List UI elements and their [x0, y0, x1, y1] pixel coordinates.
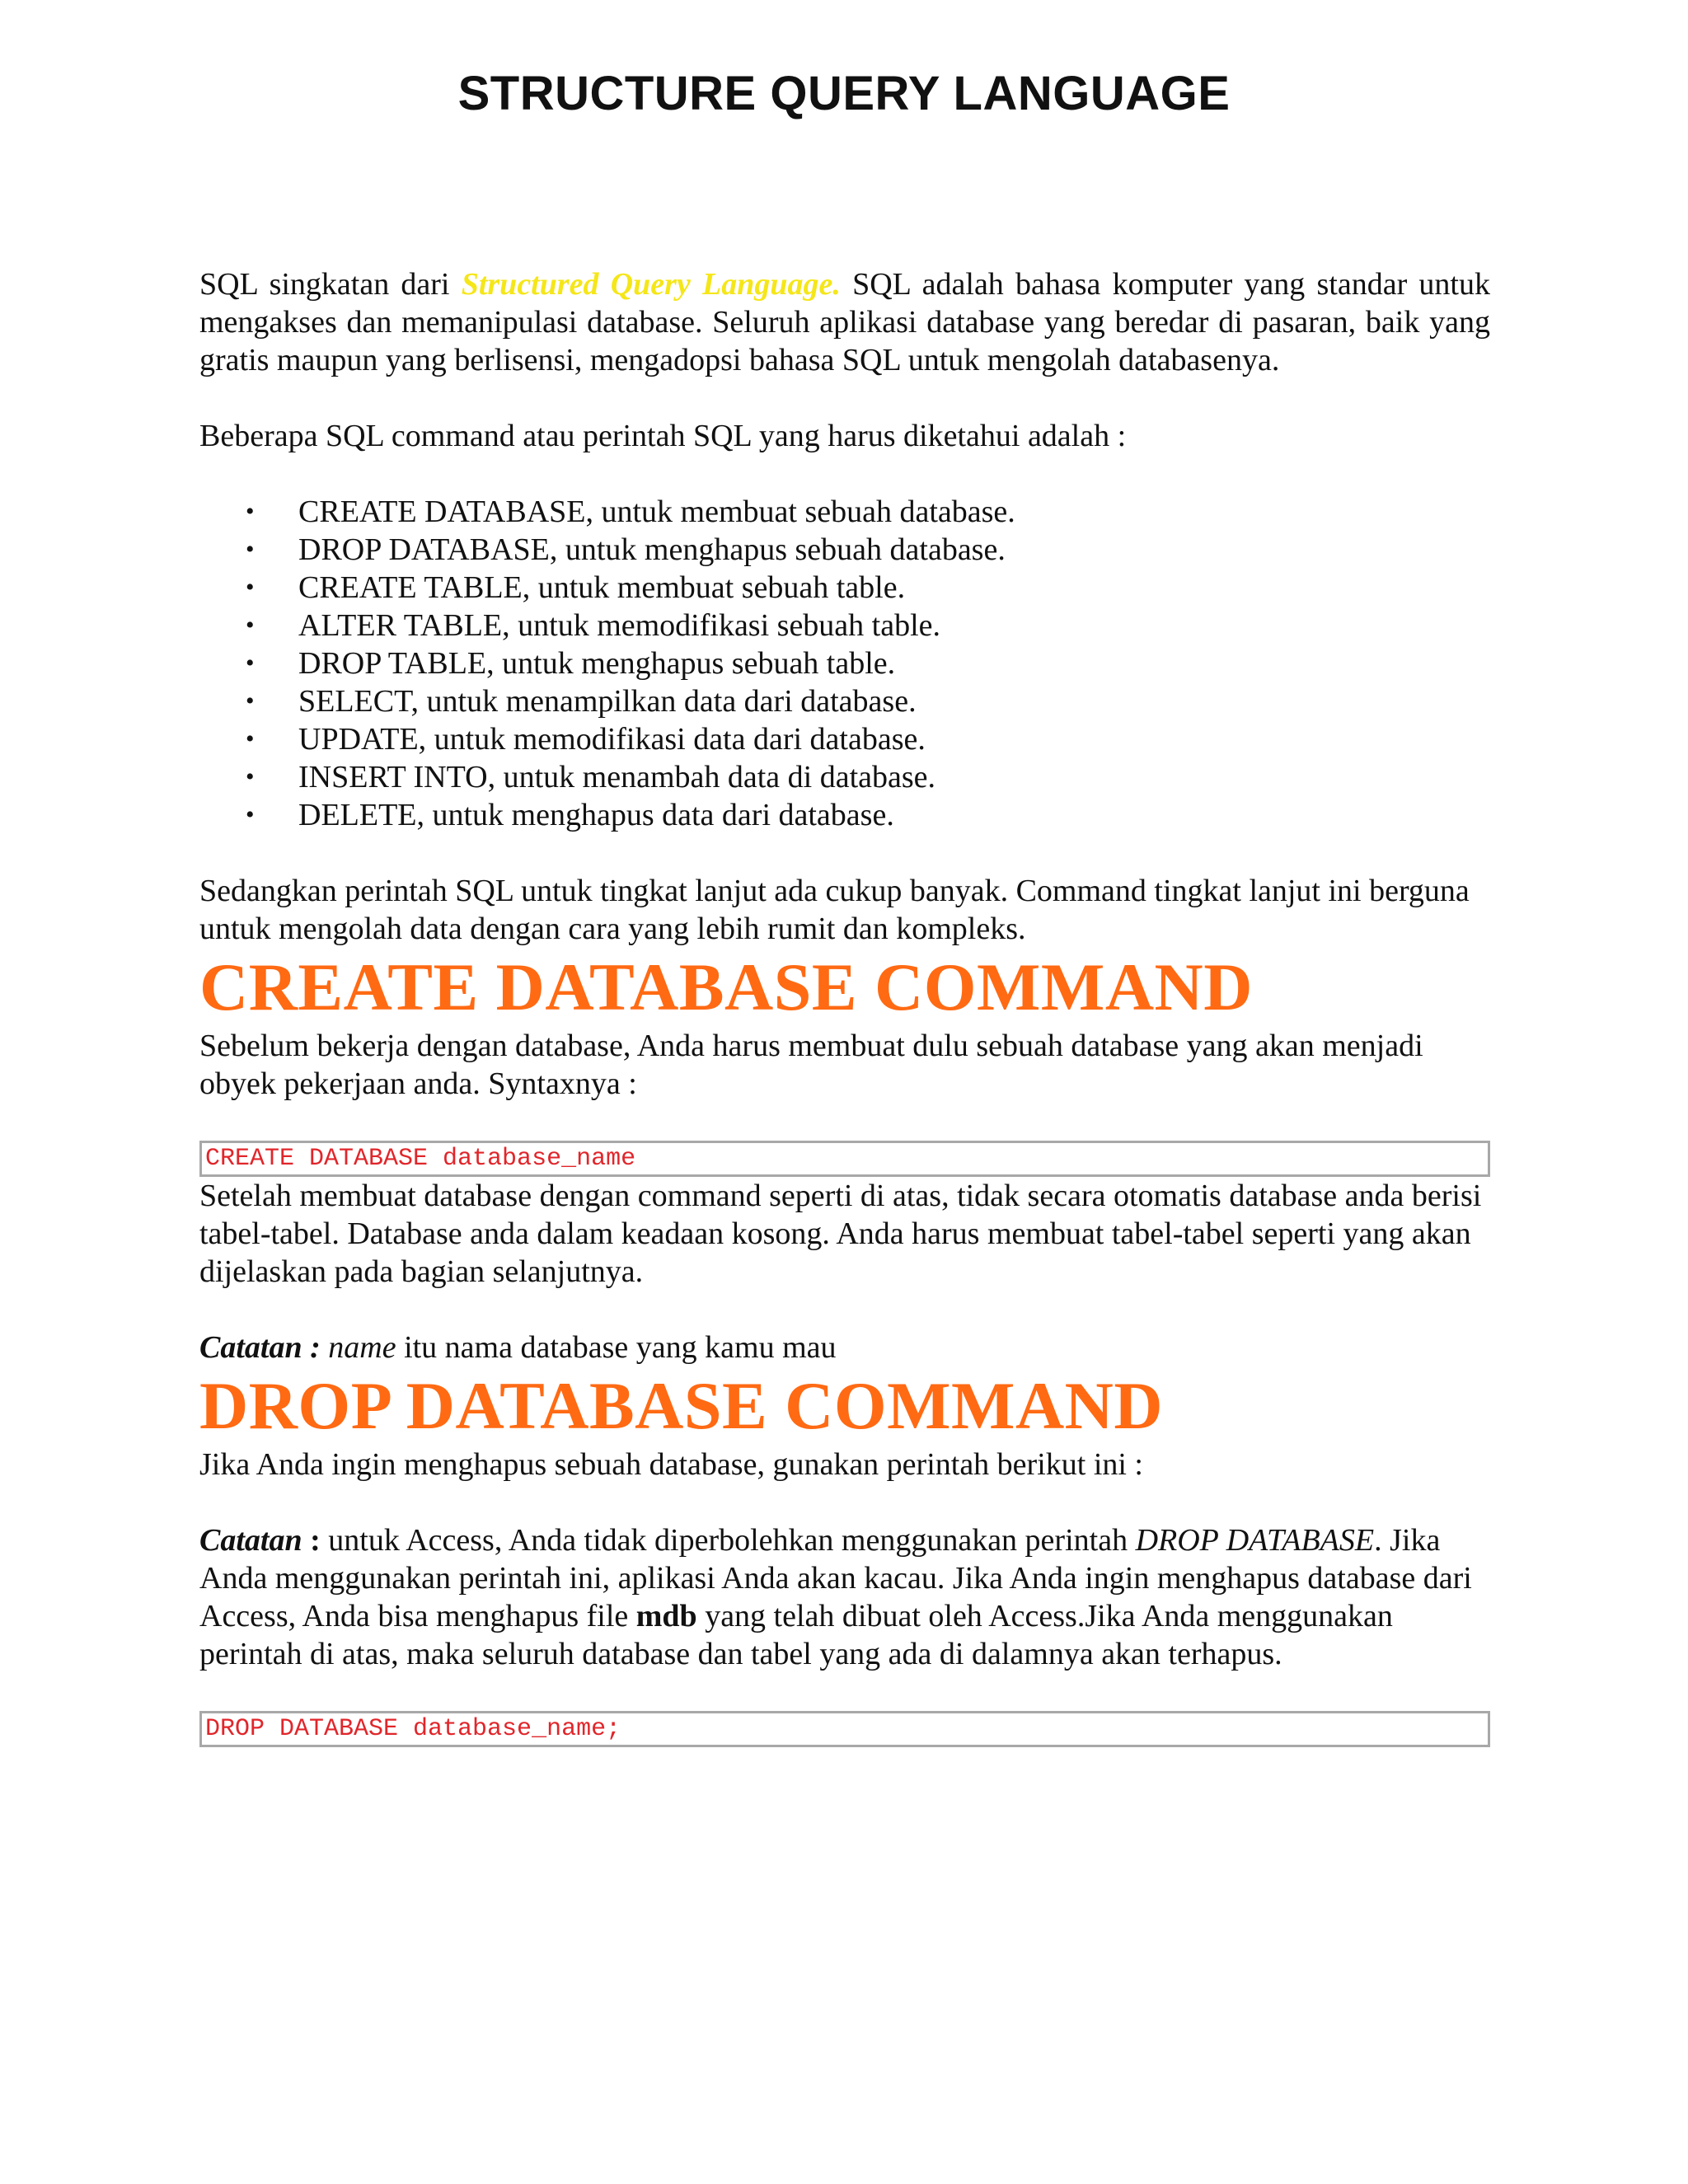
sql-command-list	[199, 493, 1490, 834]
list-item-text: DROP DATABASE, untuk menghapus sebuah database.	[298, 532, 1006, 567]
list-item-text: UPDATE, untuk memodifikasi data dari database.	[298, 722, 926, 757]
create-database-code-block: CREATE DATABASE database_name	[199, 1141, 1490, 1177]
note-text-1: untuk Access, Anda tidak diperbolehkan menggunakan perintah	[320, 1523, 1136, 1558]
bullet-icon: •	[246, 649, 255, 677]
list-item	[199, 682, 1490, 720]
structured-query-language-term: Structured Query Language.	[461, 267, 841, 302]
note-text-3: yang telah dibuat oleh Access.Jika Anda menggunakan perintah di atas, maka seluruh database dan tabel yang ada di dalamnya akan terhapus.	[199, 1599, 1393, 1671]
note-term: name	[328, 1330, 396, 1365]
list-item	[199, 758, 1490, 796]
list-item	[199, 493, 1490, 531]
drop-database-heading: DROP DATABASE COMMAND	[199, 1368, 1164, 1443]
list-item-text: DELETE, untuk menghapus data dari database.	[298, 798, 894, 832]
note-command-term: DROP DATABASE	[1135, 1523, 1375, 1558]
list-item-text: SELECT, untuk menampilkan data dari database.	[298, 684, 917, 719]
create-database-explanation: Setelah membuat database dengan command seperti di atas, tidak secara otomatis database anda berisi tabel-tabel. Database anda dalam keadaan kosong. Anda harus membuat tabel-tabel seperti yang akan dijelaskan pada bagian selanjutnya.	[199, 1179, 1482, 1289]
advanced-commands-paragraph: Sedangkan perintah SQL untuk tingkat lanjut ada cukup banyak. Command tingkat lanjut ini berguna untuk mengolah data dengan cara yang lebih rumit dan kompleks.	[199, 874, 1470, 946]
note-mdb-term: mdb	[635, 1599, 697, 1633]
list-item	[199, 531, 1490, 569]
note-label: Catatan	[199, 1523, 302, 1558]
drop-database-intro: Jika Anda ingin menghapus sebuah database, gunakan perintah berikut ini :	[199, 1447, 1143, 1482]
create-database-intro: Sebelum bekerja dengan database, Anda harus membuat dulu sebuah database yang akan menjadi obyek pekerjaan anda. Syntaxnya :	[199, 1029, 1423, 1101]
page-title: STRUCTURE QUERY LANGUAGE	[457, 67, 1231, 120]
bullet-icon: •	[246, 725, 255, 752]
bullet-icon: •	[246, 687, 255, 715]
list-item-text: INSERT INTO, untuk menambah data di database.	[298, 760, 936, 794]
bullet-icon: •	[246, 801, 255, 828]
list-item	[199, 720, 1490, 758]
list-item	[199, 569, 1490, 607]
bullet-icon: •	[246, 763, 255, 790]
drop-database-code-block: DROP DATABASE database_name;	[199, 1711, 1490, 1747]
intro-text-end: SQL adalah bahasa komputer yang standar untuk mengakses dan memanipulasi database. Seluruh aplikasi database yang beredar di pasaran, baik yang gratis maupun yang berlisensi, mengadopsi bahasa SQL untuk mengolah databasenya.	[199, 267, 1490, 377]
list-item-text: ALTER TABLE, untuk memodifikasi sebuah table.	[298, 608, 941, 643]
create-database-note	[199, 1329, 1490, 1366]
note-text: itu nama database yang kamu mau	[396, 1330, 837, 1365]
create-database-heading: CREATE DATABASE COMMAND	[199, 949, 1253, 1024]
list-item-text: CREATE DATABASE, untuk membuat sebuah database.	[298, 494, 1015, 529]
document-body	[199, 265, 1490, 1747]
bullet-icon: •	[246, 536, 255, 563]
list-item	[199, 796, 1490, 834]
commands-intro: Beberapa SQL command atau perintah SQL yang harus diketahui adalah :	[199, 419, 1127, 453]
list-item-text: DROP TABLE, untuk menghapus sebuah table.	[298, 646, 896, 681]
bullet-icon: •	[246, 574, 255, 601]
intro-text-start: SQL singkatan dari	[199, 267, 462, 302]
note-text-2: . Jika Anda menggunakan perintah ini, aplikasi Anda akan kacau. Jika Anda ingin menghapus database dari Access, Anda bisa menghapus file	[199, 1523, 1472, 1633]
note-colon: :	[302, 1523, 321, 1558]
bullet-icon: •	[246, 612, 255, 639]
list-item-text: CREATE TABLE, untuk membuat sebuah table.	[298, 570, 906, 605]
list-item	[199, 607, 1490, 644]
drop-database-note	[199, 1521, 1490, 1673]
note-label: Catatan :	[199, 1330, 321, 1365]
intro-paragraph	[199, 265, 1490, 379]
list-item	[199, 644, 1490, 682]
bullet-icon: •	[246, 498, 255, 525]
